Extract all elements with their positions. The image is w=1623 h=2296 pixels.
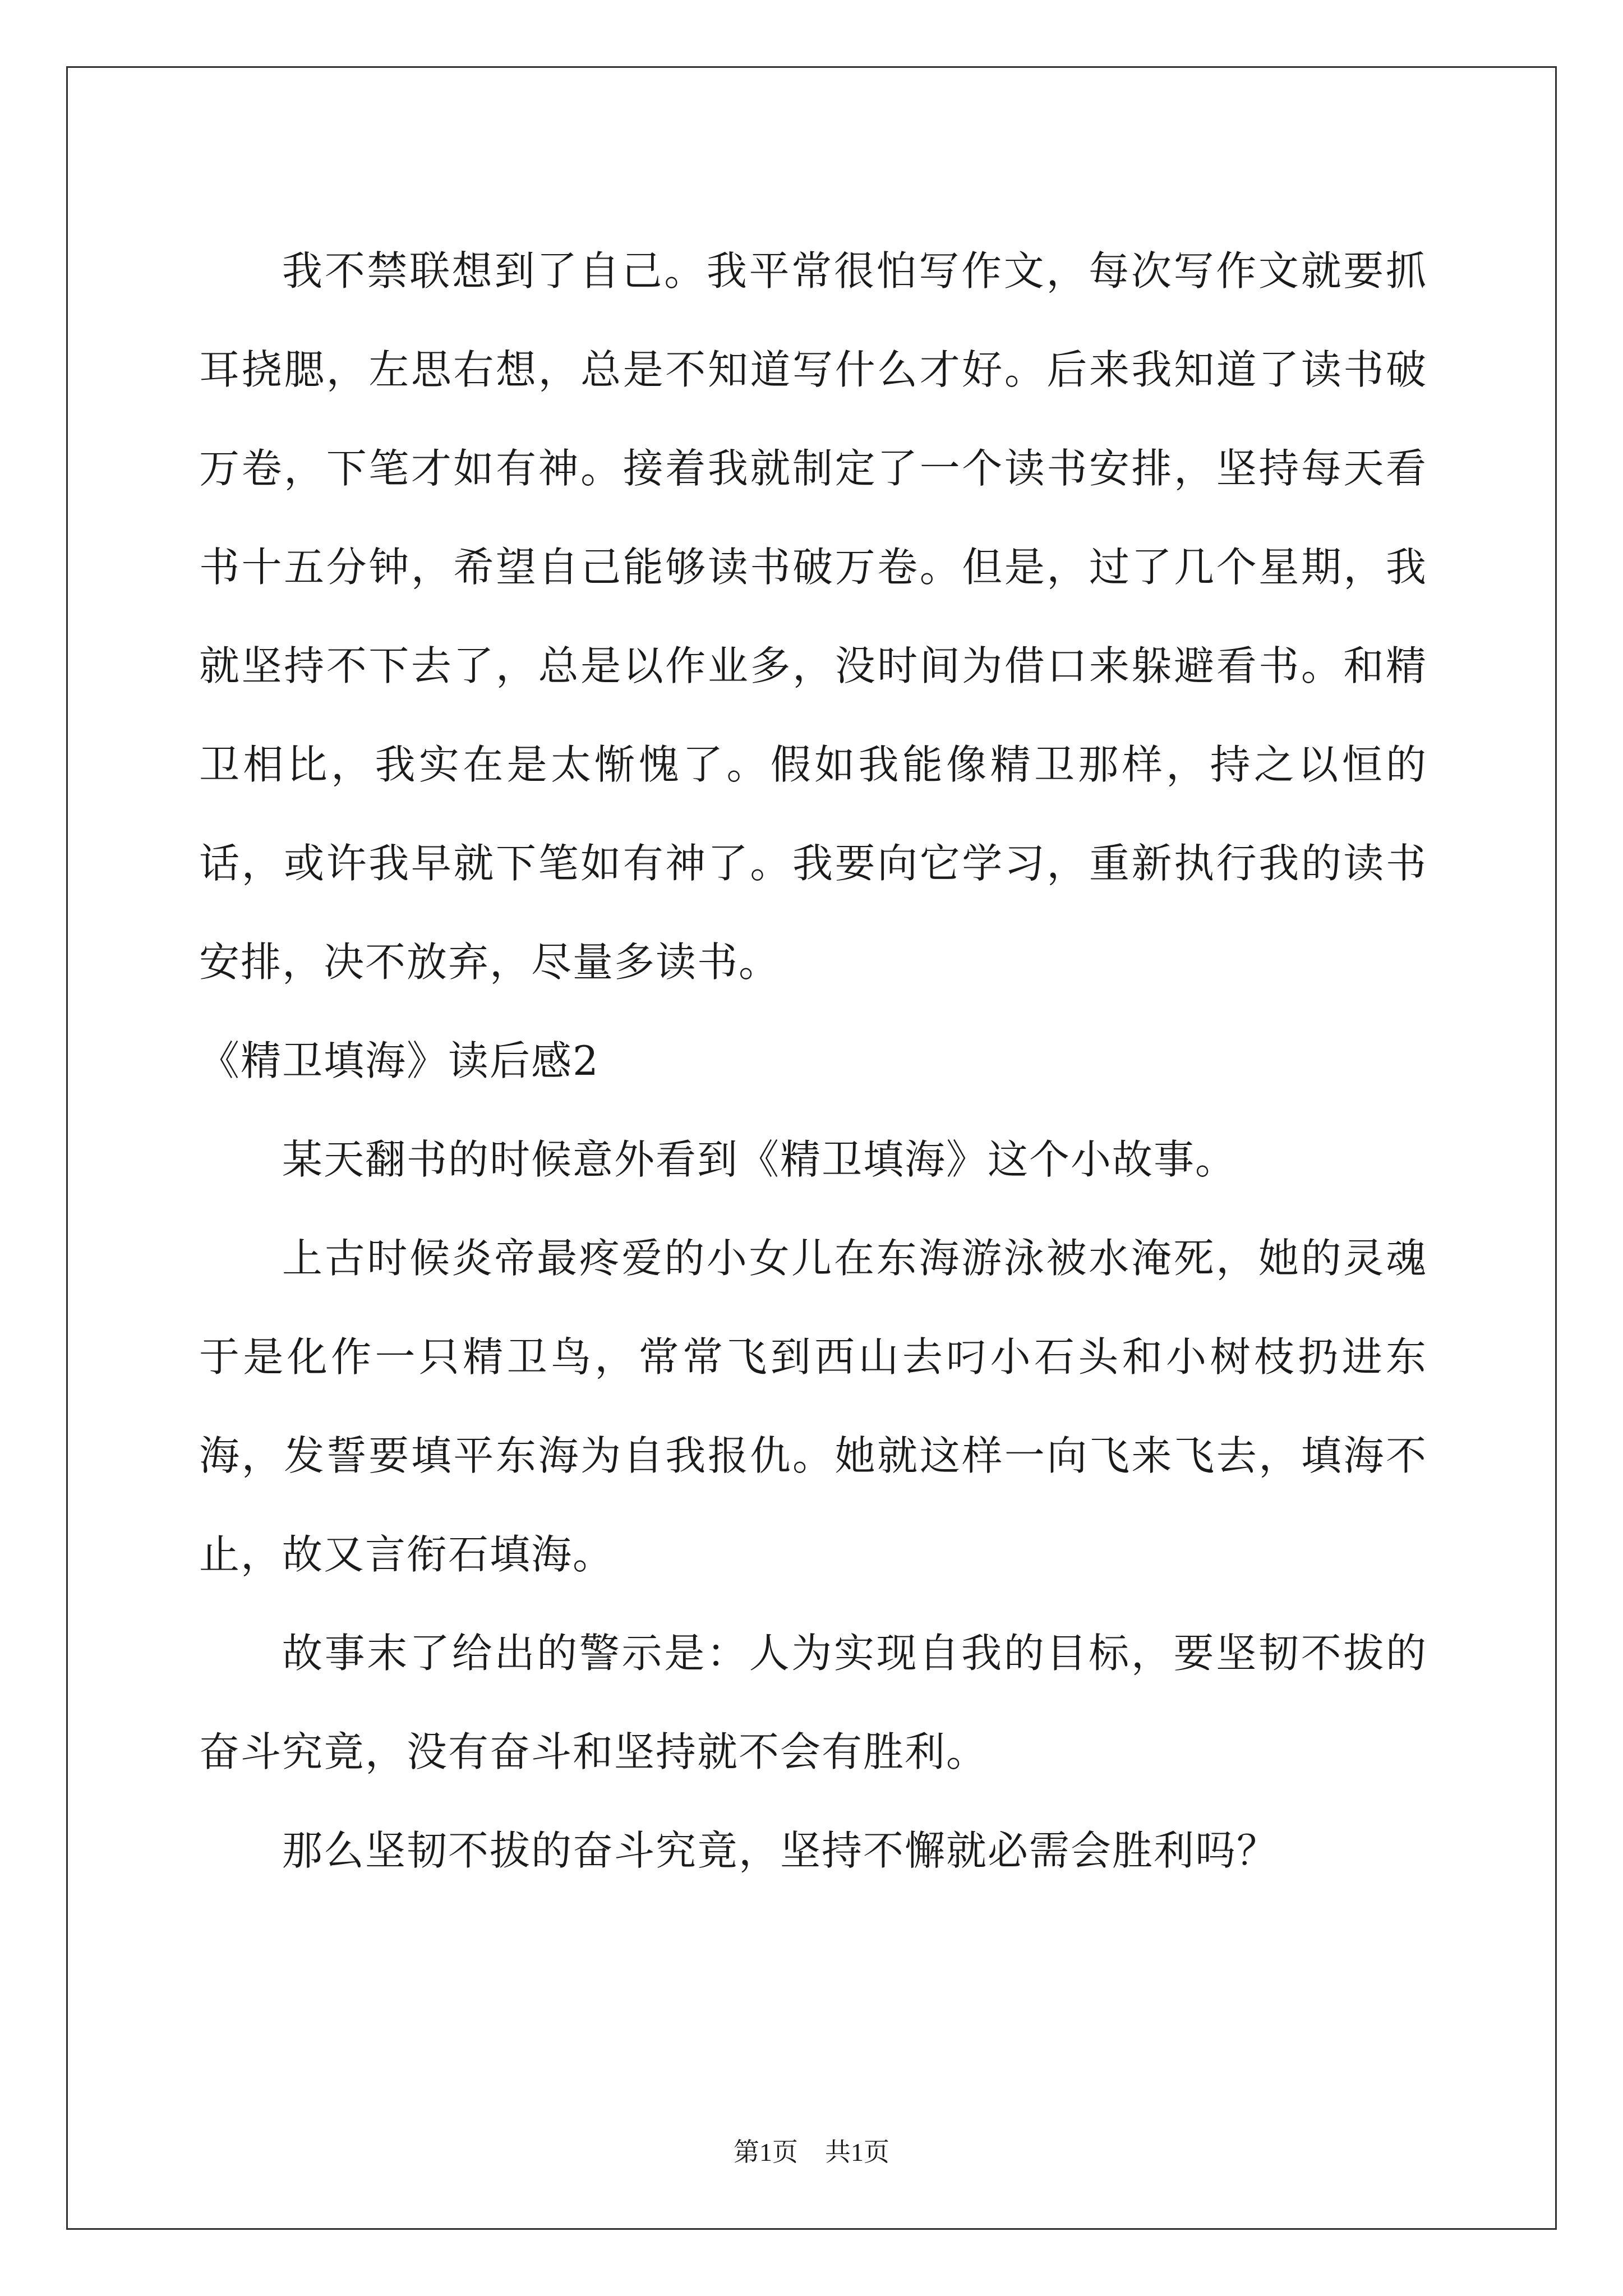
- paragraph: 上古时候炎帝最疼爱的小女儿在东海游泳被水淹死，她的灵魂于是化作一只精卫鸟，常常飞到西山去叼小石头和小树枝扔进东海，发誓要填平东海为自我报仇。她就这样一向飞来飞去，填海不止，故又言衔石填海。: [199, 1235, 1427, 1578]
- document-body: [199, 222, 1427, 1900]
- paragraph: 某天翻书的时候意外看到《精卫填海》这个小故事。: [282, 1136, 1237, 1183]
- paragraph: 我不禁联想到了自己。我平常很怕写作文，每次写作文就要抓耳挠腮，左思右想，总是不知道写什么才好。后来我知道了读书破万卷，下笔才如有神。接着我就制定了一个读书安排，坚持每天看书十五分钟，希望自己能够读书破万卷。但是，过了几个星期，我就坚持不下去了，总是以作业多，没时间为借口来躲避看书。和精卫相比，我实在是太惭愧了。假如我能像精卫那样，持之以恒的话，或许我早就下笔如有神了。我要向它学习，重新执行我的读书安排，决不放弃，尽量多读书。: [199, 247, 1427, 986]
- paragraph: 那么坚韧不拔的奋斗究竟，坚持不懈就必需会胜利吗？: [282, 1827, 1279, 1874]
- page-total: 共1页: [825, 2138, 889, 2166]
- section-heading: 《精卫填海》读后感2: [199, 1037, 600, 1084]
- page-footer: [0, 2132, 1623, 2169]
- page-number: 第1页: [734, 2138, 798, 2166]
- paragraph: 故事末了给出的警示是：人为实现自我的目标，要坚韧不拔的奋斗究竟，没有奋斗和坚持就不会有胜利。: [199, 1630, 1427, 1775]
